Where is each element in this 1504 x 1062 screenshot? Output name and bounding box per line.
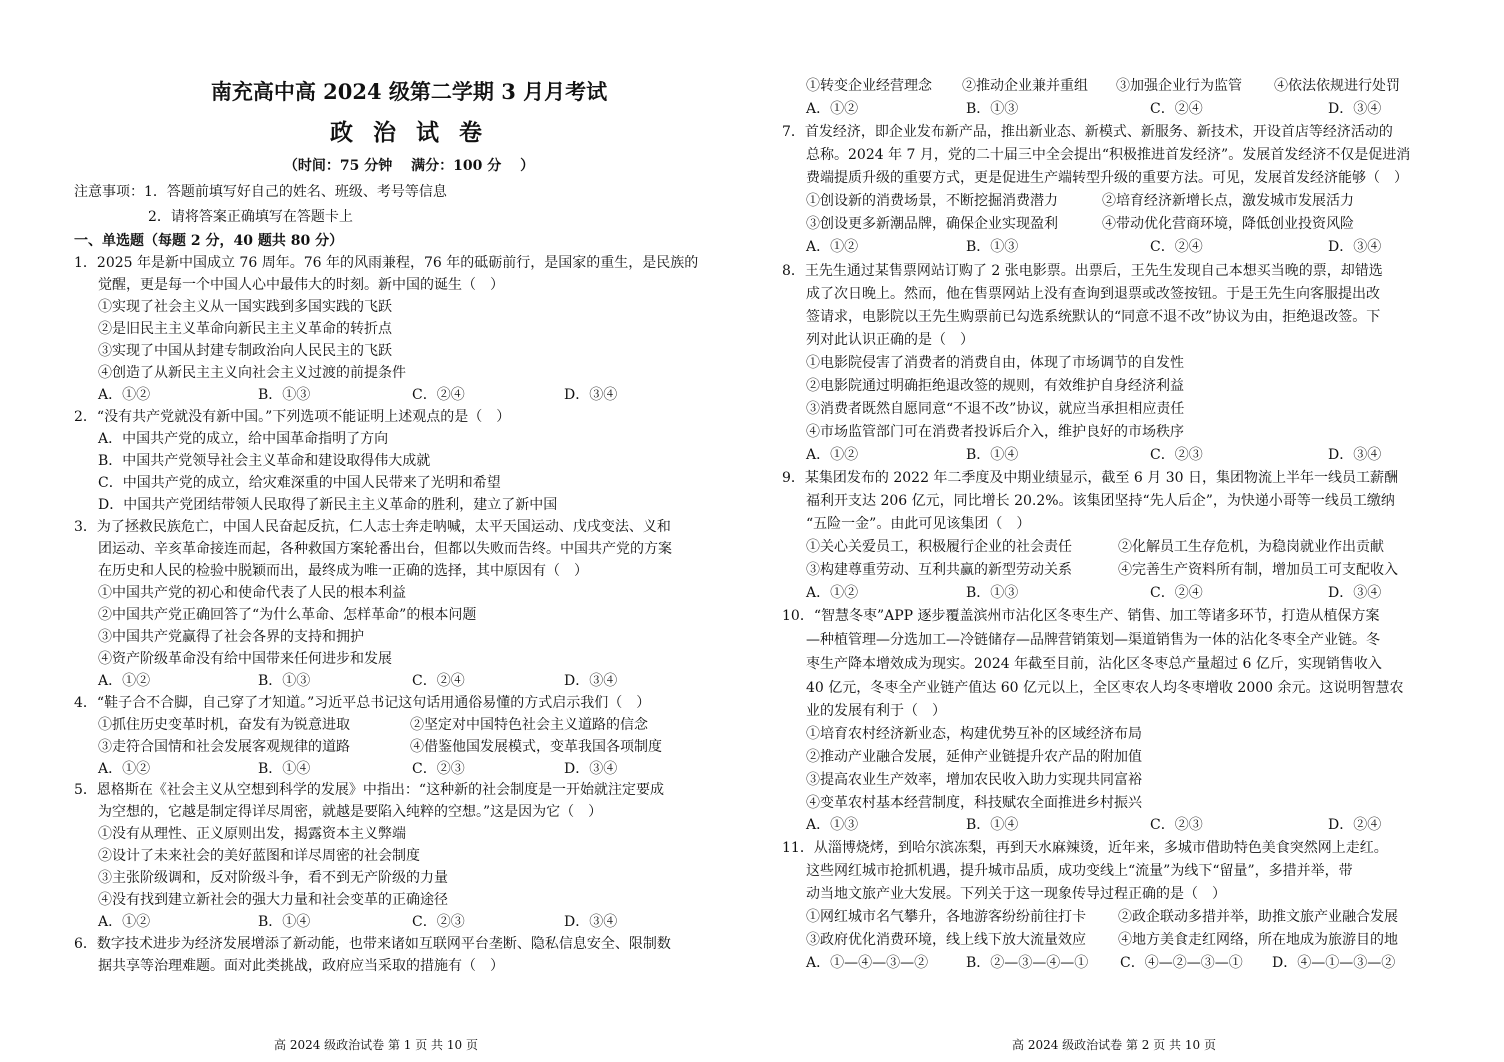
q8-option: ①电影院侵害了消费者的消费自由，体现了市场调节的自发性 [806, 355, 1184, 371]
q1-stem: 觉醒，更是每一个中国人心中最伟大的时刻。新中国的诞生（ ） [98, 277, 504, 293]
choice-b: B．①③ [966, 585, 1019, 601]
q3-stem: 3．为了拯救民族危亡，中国人民奋起反抗，仁人志士奔走呐喊，太平天国运动、戊戌变法、义和 [74, 519, 671, 535]
q2-option: B．中国共产党领导社会主义革命和建设取得伟大成就 [98, 453, 431, 469]
choice-d: D．③④ [1328, 447, 1382, 463]
q8-option: ③消费者既然自愿同意“不退不改”协议，就应当承担相应责任 [806, 401, 1185, 417]
subject-title: 政 治 试 卷 [329, 119, 489, 146]
choice-a: A．①③ [806, 817, 859, 833]
q2-option: A．中国共产党的成立，给中国革命指明了方向 [98, 431, 389, 447]
q9-option: ①关心关爱员工，积极履行企业的社会责任 [806, 539, 1072, 555]
q11-stem: 动当地文旅产业大发展。下列关于这一现象传导过程正确的是（ ） [806, 886, 1226, 902]
choice-a: A．①② [98, 761, 151, 777]
choice-a: A．①② [98, 914, 151, 930]
q11-option: ④地方美食走红网络，所在地成为旅游目的地 [1118, 932, 1398, 948]
q10-stem: —种植管理—分选加工—冷链储存—品牌营销策划—渠道销售为一体的沾化冬枣全产业链。冬 [806, 632, 1380, 648]
q3-option: ②中国共产党正确回答了“为什么革命、怎样革命”的根本问题 [98, 607, 477, 623]
q4-stem: 4．“鞋子合不合脚，自己穿了才知道。”习近平总书记这句话用通俗易懂的方式启示我们（ ） [74, 695, 651, 711]
q8-stem: 列对此认识正确的是（ ） [806, 332, 974, 348]
q10-stem: 10．“智慧冬枣”APP 逐步覆盖滨州市沾化区冬枣生产、销售、加工等诸多环节，打造从植保方案 [782, 608, 1380, 624]
q10-option: ④变革农村基本经营制度，科技赋农全面推进乡村振兴 [806, 795, 1142, 811]
q11-stem: 这些网红城市抢抓机遇，提升城市品质，成功变线上“流量”为线下“留量”，多措并举，带 [806, 863, 1353, 879]
q1-option: ③实现了中国从封建专制政治向人民民主的飞跃 [98, 343, 392, 359]
choice-d: D．③④ [564, 761, 618, 777]
choice-b: B．①③ [966, 239, 1019, 255]
choice-b: B．①④ [258, 914, 311, 930]
choice-a: A．①② [98, 673, 151, 689]
q11-option: ③政府优化消费环境，线上线下放大流量效应 [806, 932, 1086, 948]
q9-stem: 9．某集团发布的 2022 年二季度及中期业绩显示，截至 6 月 30 日，集团物流上半年一线员工薪酬 [782, 470, 1398, 486]
q5-stem: 5．恩格斯在《社会主义从空想到科学的发展》中指出：“这种新的社会制度是一开始就注定要成 [74, 782, 665, 798]
choice-c: C．②④ [1150, 239, 1203, 255]
choice-c: C．②④ [1150, 585, 1203, 601]
q8-stem: 签请求，电影院以王先生购票前已勾选系统默认的“同意不退不改”协议为由，拒绝退改签。下 [806, 309, 1381, 325]
q7-option: ①创设新的消费场景，不断挖掘消费潜力 [806, 193, 1058, 209]
choice-b: B．①④ [258, 761, 311, 777]
q2-option: C．中国共产党的成立，给灾难深重的中国人民带来了光明和希望 [98, 475, 501, 491]
choice-a: A．①② [806, 447, 859, 463]
q3-option: ④资产阶级革命没有给中国带来任何进步和发展 [98, 651, 392, 667]
choice-c: C．②④ [412, 673, 465, 689]
q10-stem: 40 亿元，冬枣全产业链产值达 60 亿元以上，全区枣农人均冬枣增收 2000 余元。这说明智慧农 [806, 680, 1404, 696]
q6-option: ①转变企业经营理念 [806, 78, 932, 94]
q3-option: ③中国共产党赢得了社会各界的支持和拥护 [98, 629, 364, 645]
notice-2: 2．请将答案正确填写在答题卡上 [148, 209, 353, 225]
q9-stem: “五险一金”。由此可见该集团（ ） [806, 516, 1031, 532]
q11-stem: 11．从淄博烧烤，到哈尔滨冻梨，再到天水麻辣烫，近年来，多城市借助特色美食突然网上走红。 [782, 840, 1388, 856]
q6-option: ③加强企业行为监管 [1116, 78, 1242, 94]
choice-a: A．①② [98, 387, 151, 403]
choice-d: D．②④ [1328, 817, 1382, 833]
q3-stem: 团运动、辛亥革命接连而起，各种救国方案轮番出台，但都以失败而告终。中国共产党的方案 [98, 541, 672, 557]
q2-option: D．中国共产党团结带领人民取得了新民主主义革命的胜利，建立了新中国 [98, 497, 558, 513]
choice-d: D．③④ [564, 914, 618, 930]
q5-option: ①没有从理性、正义原则出发，揭露资本主义弊端 [98, 826, 406, 842]
choice-b: B．①③ [258, 387, 311, 403]
q4-option: ④借鉴他国发展模式，变革我国各项制度 [410, 739, 662, 755]
q10-stem: 枣生产降本增效成为现实。2024 年截至目前，沾化区冬枣总产量超过 6 亿斤，实现销售收入 [806, 656, 1382, 672]
choice-c: C．②③ [1150, 447, 1203, 463]
choice-c: C．②④ [1150, 101, 1203, 117]
choice-a: A．①—④—③—② [806, 955, 929, 971]
choice-b: B．①④ [966, 817, 1019, 833]
q7-option: ②培育经济新增长点，激发城市发展活力 [1102, 193, 1354, 209]
q9-option: ②化解员工生存危机，为稳岗就业作出贡献 [1118, 539, 1384, 555]
q9-option: ④完善生产资料所有制，增加员工可支配收入 [1118, 562, 1398, 578]
q4-option: ②坚定对中国特色社会主义道路的信念 [410, 717, 648, 733]
choice-d: D．③④ [1328, 585, 1382, 601]
q8-option: ④市场监管部门可在消费者投诉后介入，维护良好的市场秩序 [806, 424, 1184, 440]
q8-option: ②电影院通过明确拒绝退改签的规则，有效维护自身经济利益 [806, 378, 1184, 394]
q5-option: ③主张阶级调和，反对阶级斗争，看不到无产阶级的力量 [98, 870, 448, 886]
choice-a: A．①② [806, 585, 859, 601]
q10-option: ②推动产业融合发展，延伸产业链提升农产品的附加值 [806, 749, 1142, 765]
q11-option: ①网红城市名气攀升，各地游客纷纷前往打卡 [806, 909, 1086, 925]
choice-d: D．③④ [564, 387, 618, 403]
q1-option: ①实现了社会主义从一国实践到多国实践的飞跃 [98, 299, 392, 315]
q10-stem: 业的发展有利于（ ） [806, 703, 946, 719]
q5-option: ②设计了未来社会的美好蓝图和详尽周密的社会制度 [98, 848, 420, 864]
q4-option: ③走符合国情和社会发展客观规律的道路 [98, 739, 350, 755]
exam-title: 南充高中高 2024 级第二学期 3 月月考试 [210, 79, 608, 104]
q8-stem: 8．王先生通过某售票网站订购了 2 张电影票。出票后，王先生发现自己本想买当晚的票，却错选 [782, 263, 1383, 279]
q1-stem: 1．2025 年是新中国成立 76 周年。76 年的风雨兼程，76 年的砥砺前行，是国家的重生，是民族的 [74, 255, 699, 271]
q5-stem: 为空想的，它越是制定得详尽周密，就越是要陷入纯粹的空想。”这是因为它（ ） [98, 804, 603, 820]
choice-a: A．①② [806, 101, 859, 117]
q3-stem: 在历史和人民的检验中脱颖而出，最终成为唯一正确的选择，其中原因有（ ） [98, 563, 588, 579]
q1-option: ④创造了从新民主主义向社会主义过渡的前提条件 [98, 365, 406, 381]
q7-option: ④带动优化营商环境，降低创业投资风险 [1102, 216, 1354, 232]
q9-option: ③构建尊重劳动、互利共赢的新型劳动关系 [806, 562, 1072, 578]
choice-d: D．③④ [1328, 101, 1382, 117]
q7-stem: 7．首发经济，即企业发布新产品，推出新业态、新模式、新服务、新技术，开设首店等经济活动的 [782, 124, 1393, 140]
q6-option: ④依法依规进行处罚 [1274, 78, 1400, 94]
q7-stem: 费端提质升级的重要方式，更是促进生产端转型升级的重要方法。可见，发展首发经济能够（ ） [806, 170, 1408, 186]
q10-option: ①培育农村经济新业态，构建优势互补的区域经济布局 [806, 726, 1142, 742]
choice-d: D．③④ [564, 673, 618, 689]
q2-stem: 2．“没有共产党就没有新中国。”下列选项不能证明上述观点的是（ ） [74, 409, 511, 425]
q4-option: ①抓住历史变革时机，奋发有为锐意进取 [98, 717, 350, 733]
q6-option: ②推动企业兼并重组 [962, 78, 1088, 94]
page-footer: 高 2024 级政治试卷 第 2 页 共 10 页 [1012, 1038, 1216, 1052]
choice-a: A．①② [806, 239, 859, 255]
q11-option: ②政企联动多措并举，助推文旅产业融合发展 [1118, 909, 1398, 925]
q5-option: ④没有找到建立新社会的强大力量和社会变革的正确途径 [98, 892, 448, 908]
choice-b: B．①③ [258, 673, 311, 689]
choice-b: B．②—③—④—① [966, 955, 1089, 971]
q3-option: ①中国共产党的初心和使命代表了人民的根本利益 [98, 585, 406, 601]
choice-b: B．①④ [966, 447, 1019, 463]
choice-c: C．②③ [1150, 817, 1203, 833]
choice-c: C．②④ [412, 387, 465, 403]
q1-option: ②是旧民主主义革命向新民主主义革命的转折点 [98, 321, 392, 337]
notice-1: 注意事项：1．答题前填写好自己的姓名、班级、考号等信息 [74, 184, 447, 200]
time-info: （时间：75 分钟 满分：100 分 ） [283, 158, 535, 174]
choice-c: C．②③ [412, 761, 465, 777]
q8-stem: 成了次日晚上。然而，他在售票网站上没有查询到退票或改签按钮。于是王先生向客服提出改 [806, 286, 1380, 302]
choice-d: D．④—①—③—② [1272, 955, 1396, 971]
q6-stem: 6．数字技术进步为经济发展增添了新动能，也带来诸如互联网平台垄断、隐私信息安全、限制数 [74, 936, 671, 952]
section-title: 一、单选题（每题 2 分，40 题共 80 分） [74, 233, 344, 249]
q7-stem: 总称。2024 年 7 月，党的二十届三中全会提出“积极推进首发经济”。发展首发经济不仅是促进消 [806, 147, 1411, 163]
q10-option: ③提高农业生产效率，增加农民收入助力实现共同富裕 [806, 772, 1142, 788]
q6-stem: 据共享等治理难题。面对此类挑战，政府应当采取的措施有（ ） [98, 958, 504, 974]
q9-stem: 福利开支达 206 亿元，同比增长 20.2%。该集团坚持“先人后企”，为快递小哥等一线员工缴纳 [806, 493, 1395, 509]
page-footer: 高 2024 级政治试卷 第 1 页 共 10 页 [274, 1038, 478, 1052]
choice-d: D．③④ [1328, 239, 1382, 255]
q7-option: ③创设更多新潮品牌，确保企业实现盈利 [806, 216, 1058, 232]
choice-c: C．②③ [412, 914, 465, 930]
choice-c: C．④—②—③—① [1120, 955, 1243, 971]
choice-b: B．①③ [966, 101, 1019, 117]
